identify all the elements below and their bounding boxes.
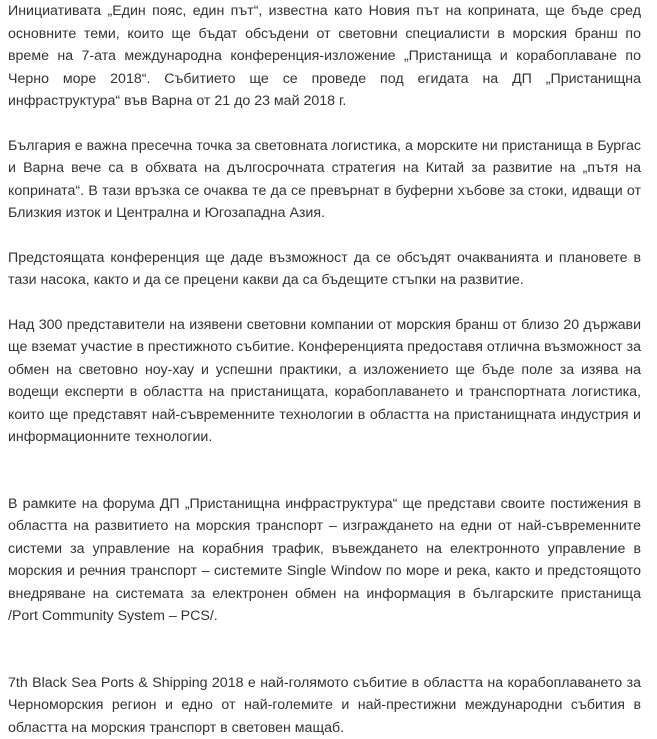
paragraph-bulgaria-logistics: България е важна пресечна точка за световната логистика, а морските ни пристанища в Бургас и Варна вече са в обхвата на дългосрочната стратегия на Китай за развитие на „пътя на коприната“. В тази връзка се очаква те да се превърнат в буферни хъбове за стоки, идващи от Близкия изток и Централна и Югозападна Азия. (8, 135, 641, 225)
paragraph-silk-road-initiative: Инициативата „Един пояс, един път“, известна като Новия път на коприната, ще бъде сред основните теми, които ще бъдат обсъдени от световни специалисти в морския бранш по време на 7-ата международна конференция-изложение „Пристанища и корабоплаване по Черно море 2018“. Събитието ще се проведе под егидата на ДП „Пристанищна инфраструктура“ във Варна от 21 до 23 май 2018 г. (8, 0, 641, 113)
paragraph-event-summary: 7th Black Sea Ports & Shipping 2018 е най-голямото събитие в областта на корабоплаването за Черноморския регион и едно от най-големите и най-престижни международни събития в областта на морския транспорт в световен мащаб. (8, 672, 641, 739)
paragraph-participants: Над 300 представители на изявени световни компании от морския бранш от близо 20 държави ще вземат участие в престижното събитие. Конференцията предоставя отлична възможност за обмен на световно ноу-хау и успешни практики, а изложението ще бъде поле за изява на водещи експерти в областта на пристанищата, корабоплаването и транспортната логистика, които ще представят най-съвременните технологии в областта на пристанищната индустрия и информационните технологии. (8, 314, 641, 449)
article-body (8, 0, 641, 739)
paragraph-conference-discussion: Предстоящата конференция ще даде възможност да се обсъдят очакванията и плановете в тази насока, както и да се прецени какви да са бъдещите стъпки на развитие. (8, 247, 641, 292)
paragraph-port-infrastructure: В рамките на форума ДП „Пристанищна инфраструктура“ ще представи своите постижения в областта на развитието на морския транспорт – изграждането на едни от най-съвременните системи за управление на корабния трафик, въвеждането на електронното управление в морския и речния транспорт – системите Single Window по море и река, както и предстоящото внедряване на системата за електронен обмен на информация в българските пристанища /Port Community System – PCS/. (8, 493, 641, 628)
